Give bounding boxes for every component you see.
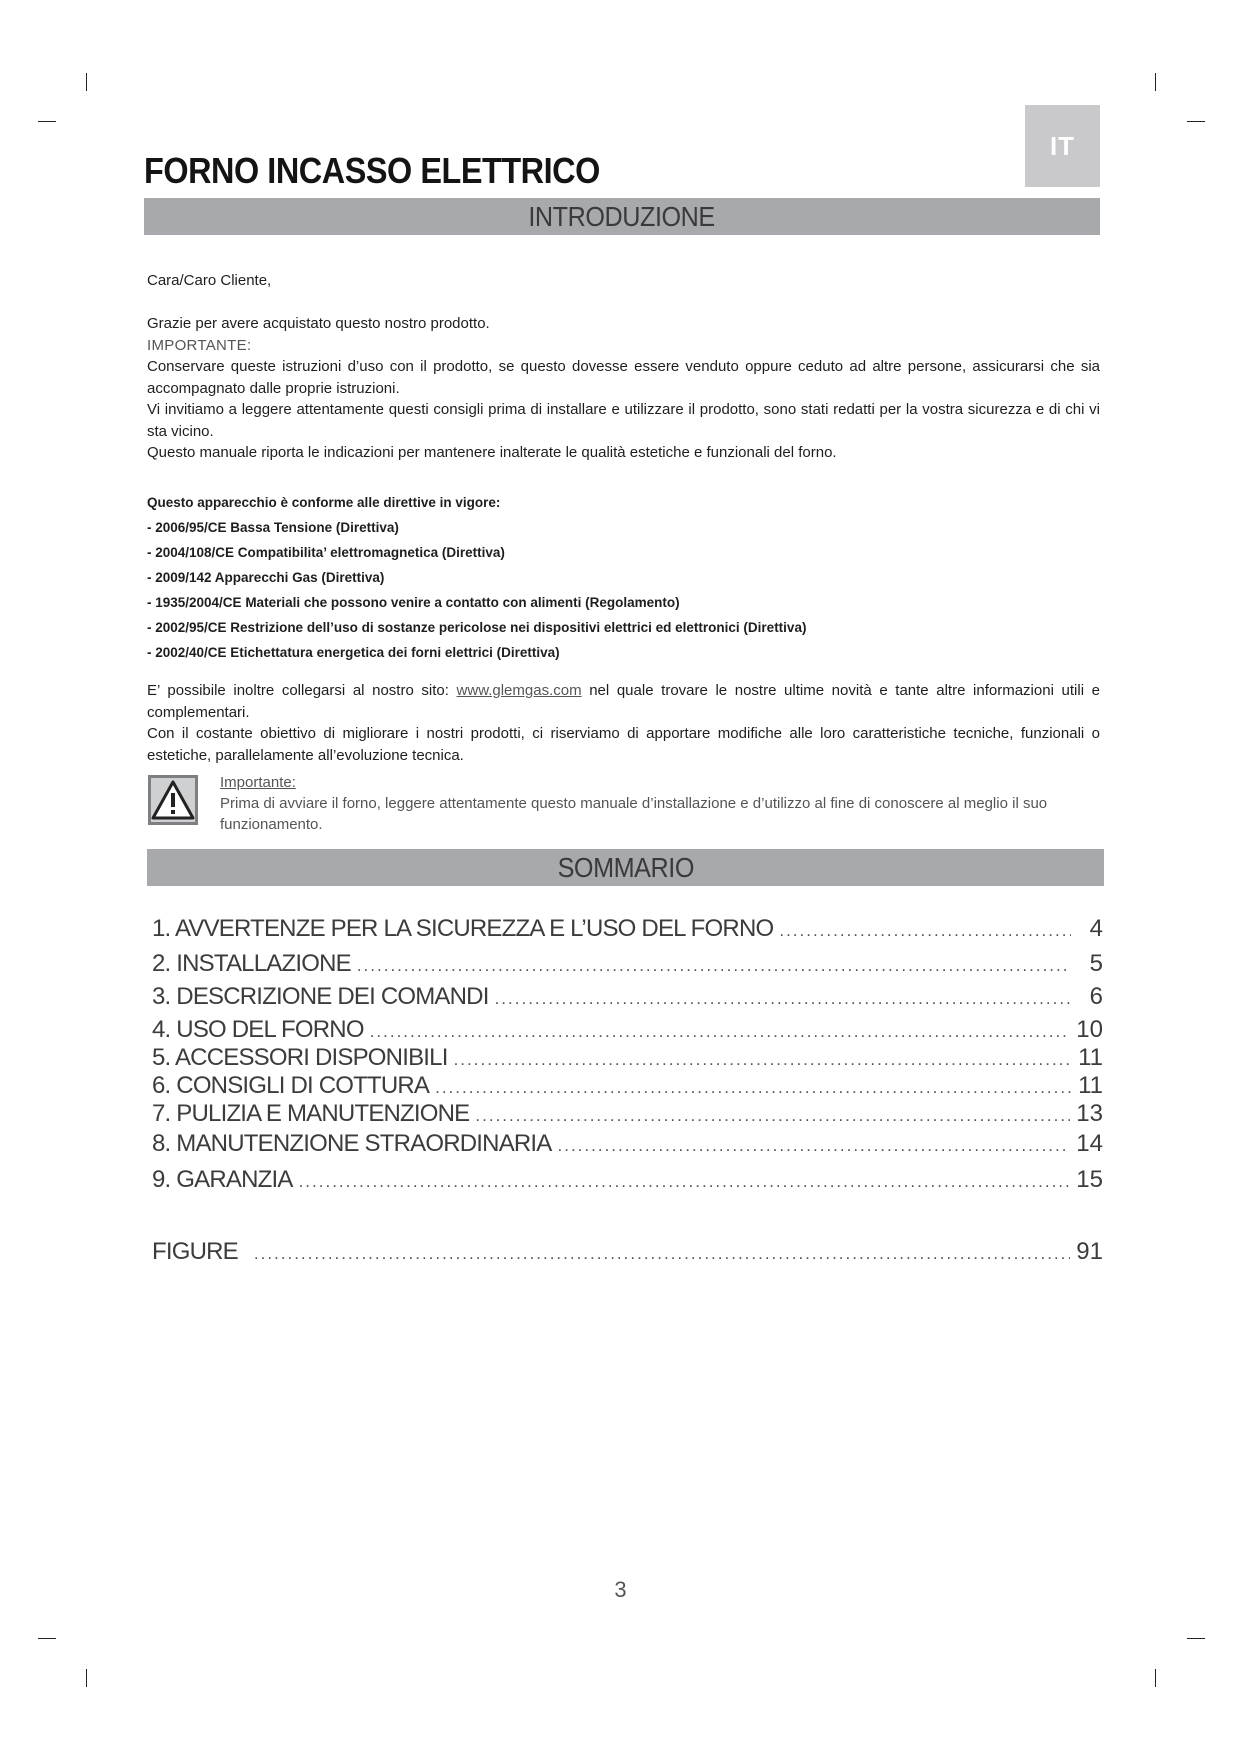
toc-entry-page: 13 (1076, 1100, 1103, 1127)
toc-entry[interactable] (152, 1166, 1103, 1194)
toc-entry[interactable] (152, 1016, 1103, 1044)
intro-section-header (144, 198, 1100, 235)
toc-entry[interactable] (152, 1238, 1103, 1266)
directives-list (147, 490, 1100, 665)
toc-entry[interactable] (152, 1044, 1103, 1072)
toc-leader-dots (357, 956, 1071, 976)
thanks-text: Grazie per avere acquistato questo nostro prodotto. (147, 315, 490, 332)
crop-mark (86, 73, 87, 91)
directive-item: - 2004/108/CE Compatibilita’ elettromagnetica (Direttiva) (147, 545, 505, 560)
crop-mark (86, 1669, 87, 1687)
directive-item: - 1935/2004/CE Materiali che possono venire a contatto con alimenti (Regolamento) (147, 595, 680, 610)
toc-leader-dots (435, 1078, 1071, 1098)
toc-leader-dots (299, 1172, 1071, 1192)
website-text-before: E’ possibile inoltre collegarsi al nostro sito: (147, 682, 457, 699)
intro-text (147, 313, 1100, 464)
toc-entry[interactable] (152, 983, 1103, 1011)
crop-mark (38, 121, 56, 122)
improvement-text: Con il costante obiettivo di migliorare i nostri prodotti, ci riserviamo di apportare modifiche alle loro caratteristiche tecniche, funzionali o estetiche, parallelamente all’evoluzione tecnica. (147, 725, 1100, 764)
toc-entry-page: 14 (1076, 1130, 1103, 1157)
toc-entry-label: 6. CONSIGLI DI COTTURA (152, 1072, 430, 1099)
paragraph: Conservare queste istruzioni d’uso con il prodotto, se questo dovesse essere venduto oppure ceduto ad altre persone, assicurarsi che sia accompagnato dalle proprie istruzioni. (147, 358, 1100, 397)
toc-entry-page: 91 (1076, 1238, 1103, 1265)
crop-mark (38, 1638, 56, 1639)
crop-mark (1155, 1669, 1156, 1687)
toc-leader-dots (558, 1136, 1071, 1156)
directives-heading: Questo apparecchio è conforme alle direttive in vigore: (147, 495, 501, 510)
greeting: Cara/Caro Cliente, (147, 272, 272, 289)
language-tab: IT (1025, 105, 1100, 187)
website-link[interactable]: www.glemgas.com (456, 682, 582, 699)
toc-entry-label: 7. PULIZIA E MANUTENZIONE (152, 1100, 470, 1127)
toc-entry-page: 11 (1078, 1072, 1103, 1099)
toc-entry-label: FIGURE (152, 1238, 238, 1265)
toc-leader-dots (495, 989, 1071, 1009)
toc-entry-page: 6 (1089, 983, 1103, 1010)
toc-entry-page: 15 (1076, 1166, 1103, 1193)
importante-label: IMPORTANTE: (147, 336, 252, 354)
important-note-title: Importante: (220, 774, 296, 791)
toc-leader-dots (254, 1244, 1070, 1264)
toc-leader-dots (454, 1050, 1071, 1070)
crop-mark (1187, 1638, 1205, 1639)
website-text-after: nel quale trovare le nostre ultime novità e tante altre informazioni utili e complementari. (147, 682, 1100, 721)
toc-entry-label: 9. GARANZIA (152, 1166, 293, 1193)
toc-entry[interactable] (152, 950, 1103, 978)
paragraph: Vi invitiamo a leggere attentamente questi consigli prima di installare e utilizzare il prodotto, sono stati redatti per la vostra sicurezza e di chi vi sta vicino. (147, 401, 1100, 440)
paragraph: Questo manuale riporta le indicazioni per mantenere inalterate le qualità estetiche e funzionali del forno. (147, 444, 837, 461)
toc-entry-page: 4 (1089, 915, 1103, 942)
toc-entry-page: 11 (1078, 1044, 1103, 1071)
directive-item: - 2006/95/CE Bassa Tensione (Direttiva) (147, 520, 399, 535)
directive-item: - 2002/40/CE Etichettatura energetica dei forni elettrici (Direttiva) (147, 645, 560, 660)
important-note-text: Prima di avviare il forno, leggere attentamente questo manuale d’installazione e d’utilizzo al fine di conoscere al meglio il suo funzionamento. (220, 795, 1048, 833)
toc-entry-label: 8. MANUTENZIONE STRAORDINARIA (152, 1130, 552, 1157)
toc-leader-dots (370, 1022, 1071, 1042)
toc-entry[interactable] (152, 1072, 1103, 1100)
website-info (147, 680, 1100, 766)
crop-mark (1155, 73, 1156, 91)
intro-heading: INTRODUZIONE (528, 201, 716, 232)
toc-entry[interactable] (152, 915, 1103, 943)
directive-item: - 2002/95/CE Restrizione dell’uso di sostanze pericolose nei dispositivi elettrici ed elettronici (Direttiva) (147, 620, 807, 635)
toc-entry-page: 5 (1089, 950, 1103, 977)
website-text (147, 680, 1100, 723)
toc-entry-label: 4. USO DEL FORNO (152, 1016, 364, 1043)
toc-entry-label: 5. ACCESSORI DISPONIBILI (152, 1044, 448, 1071)
toc-entry-label: 1. AVVERTENZE PER LA SICUREZZA E L’USO DEL FORNO (152, 915, 774, 942)
toc-entry[interactable] (152, 1100, 1103, 1128)
toc-entry-page: 10 (1076, 1016, 1103, 1043)
warning-triangle-icon (148, 775, 198, 825)
crop-mark (1187, 121, 1205, 122)
toc-entry-label: 2. INSTALLAZIONE (152, 950, 351, 977)
directive-item: - 2009/142 Apparecchi Gas (Direttiva) (147, 570, 385, 585)
toc-heading: SOMMARIO (557, 852, 694, 883)
toc-entry-label: 3. DESCRIZIONE DEI COMANDI (152, 983, 489, 1010)
toc-leader-dots (779, 921, 1071, 941)
toc-section-header (147, 849, 1104, 886)
important-note (220, 772, 1100, 835)
page-number: 3 (614, 1577, 627, 1602)
toc-leader-dots (475, 1106, 1070, 1126)
page-title: FORNO INCASSO ELETTRICO (144, 150, 600, 191)
toc-entry[interactable] (152, 1130, 1103, 1158)
